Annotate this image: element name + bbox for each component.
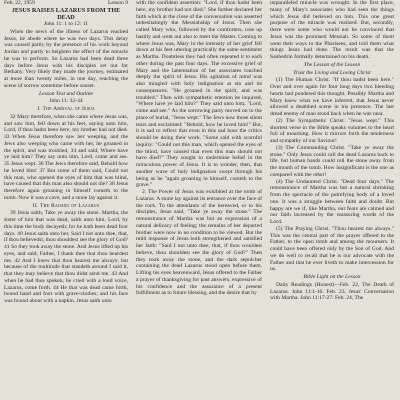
lesson-number: Lesson 9 [107,0,128,6]
column-left [4,0,128,305]
section-1-text: 32 Mary therefore, when she came where Jesus was, and saw him, fell down at his feet, saying unto him, Lord, if thou hadst been here, my brother had not died. 33 When Jesus therefore saw her weeping, and the Jews also weeping who came with her, he groaned in the spirit, and was troubled, 34 and said, Where have ye laid him? They say unto him, Lord, come and see. 35 Jesus wept. 36 The Jews therefore said, Behold how he loved him! 37 But some of them said, Could not this man, who opened the eyes of him that was blind, have caused that this man also should not die? 38 Jesus therefore again groaning in himself cometh to the tomb. Now it was a cave, and a stone lay against it. [4,113,128,201]
section-2-text: 39 Jesus saith, Take ye away the stone. Martha, the sister of him that was dead, saith unto him, Lord, by this time the body decayeth; for he hath been dead four days. 40 Jesus saith unto her, Said I not unto thee, that, if thou believedst, thou shouldest see the glory of God? 41 So they took away the stone. And Jesus lifted up his eyes, and said, Father, I thank thee that thou heardest me. 42 And I knew that thou hearest me always: but because of the multitude that standeth around I said it, that they may believe that thou didst send me. 43 And when he had thus spoken, he cried with a loud voice, Lazarus, come forth. 44 He that was dead came forth, bound hand and foot with grave-clothes; and his face was bound about with a napkin. Jesus saith unto [4,210,128,304]
column-middle [136,0,262,297]
point-2: (2) The Sympathetic Christ. "Jesus wept." This shortest verse in the Bible speaks volumes to the heart full of mourning. How it mirrors forth the tenderness and sympathy of our Saviour! [270,117,394,144]
lesson-application-subheading: Trust the Living and Loving Christ [293,69,371,76]
point-1: (1) The Human Christ. "If thou hadst been here." Over and over again for four long days two bleeding hearts had pondered this thought. Possibly Martha and Mary knew what we have inferred, that Jesus never allowed a deathbed scene in his presence. The last dread enemy of man stood back when he was near. [270,77,394,117]
lesson-date: Feb. 22, 1959 [4,0,35,6]
lesson-text-reference: John 11: 32-44 [49,98,83,105]
commentary-paragraph-2: 2. The Power of Jesus was exhibited at the tomb of Lazarus. A stone lay against its entrance over the face of the rock. To the attendants of the bereaved, or to his disciples, Jesus said, "Take ye away the stone." The remonstrance of Martha was but an expression of a natural delicacy of feeling; the remains of her departed brother were now in no condition to be viewed. But the mild response of Jesus both strengthened and satisfied her faith: "Said I not unto thee, that, if thou wouldest believe, thou shouldest see the glory of God?" Then they took away the stone, and the dark sepulcher containing the dead Lazarus stood open before them. Lifting his eyes heavenward, Jesus offered to the Father a prayer of thanksgiving for past answers, expressive of his confidence and the assurance of a present fulfillment as to future blessing, and the desire that by [136,189,262,297]
point-3: (3) The Commanding Christ. "Take ye away the stone." Only Jesus could call the dead Lazarus back to life, but human hands could roll the stone away from the mouth of the tomb. How insignificant is the one as compared with the other! [270,144,394,178]
daily-readings: Daily Readings (Honest)—Feb. 22, The Death of Lazarus. John 11:1-16. Feb. 23, Jesus' Conversation with Martha. John 11:17-27. Feb. 24, The [270,281,394,302]
column-right [270,0,394,302]
point-5: (5) The Praying Christ. "Thou hearest me always." This was the central part of the prayer offered to the Father, to the open tomb and among the mourners. It could have been offered only by the Son of God. And we do well to recall that he is our advocate with the Father and that he ever liveth to make intercession for us. [270,225,394,273]
lesson-reference: John 11: 1 to 12: 11 [43,21,89,27]
readings-heading: Bible Light on the Lesson [303,274,361,280]
commentary-paragraph-1: with the confident assertion: "Lord, if thou hadst been here, my brother had not died." She further declared her faith which at the close of the conversation was asserted unhesitatingly the Messiahship of Jesus. Then she called Mary who, followed by the comforters, rose up hastily and went out also to meet the Master. Coming to where Jesus was, Mary in the intensity of her grief fell down at his feet uttering practically the same sentiment as Martha. Doubtless they had often repeated it to each other during the past four days. The excessive grief of Mary and the lamentation of her associates touched deeply the spirit of Jesus. His agitation of mind was also mingled with holy indignation at sin and its consequences. "He groaned in the spirit, and was troubled." Then with sympathetic emotion he inquired, "Where have ye laid him?" They said unto him, "Lord, come and see." As the sorrowing party moved on to the place of burial, "Jesus wept." The Jews now those silent tears and exclaimed: "Behold, how he loved him!" But, it is sad to reflect that even in this sad hour the critics should be doing their work. "Some said with scornful inquiry: "Could not this man, which opened the eyes of the blind, have caused that even this man should not have died?" They sought to undermine belief in the miraculous power of Jesus. It is to wonder, then, that another wave of holy indignation swept through his being as he "again groaning in himself, cometh to the grave." [136,0,262,189]
lesson-title-line-2: DEAD [57,14,75,21]
lesson-title-line-1: JESUS RAISES LAZARUS FROM THE [11,7,121,14]
lesson-text-heading: Lesson Text and Outline [38,90,94,97]
lesson-header [4,0,128,7]
point-4: (4) The Undaunted Christ. "Dead four days." The remonstrance of Martha was but a natural shrinking from the spectacle of the putrefying body of a loved one. It was a struggle between faith and doubt. But happy are we if, like Martha, our fears are calmed and our faith increased by the reassuring words of the Lord. [270,178,394,225]
intro-paragraph: When the news of the illness of Lazarus reached Jesus, he abode where he was two days. This delay was caused partly by the presence of his work beyond Jordan and partly to heighten the effect of the miracle he was to perform. So Lazarus had been dead three days before Jesus with his disciples set out for Bethany. Very likely they made the journey, estimated at more than twenty miles, in one day, reaching the scene of sorrow sometime before sunset. [4,28,128,89]
lesson-application-heading: The Lesson of the Lesson [303,61,361,68]
section-2-heading: II. The Raising of Lazarus [32,202,100,209]
commentary-paragraph-3: unparalleled miracle was wrought. In the first place, many of Mary's associates who had seen the things which Jesus did believed on him. This one great purpose of the miracle was realized. But, secondly, there were some who would not be convinced that Jesus was the promised Messiah. So some of them went their ways to the Pharisees, and told them what things Jesus had done. The result was that the Sanhedrin formally determined on his death. [270,0,394,60]
section-1-heading: I. The Arrival of Jesus [37,106,95,112]
